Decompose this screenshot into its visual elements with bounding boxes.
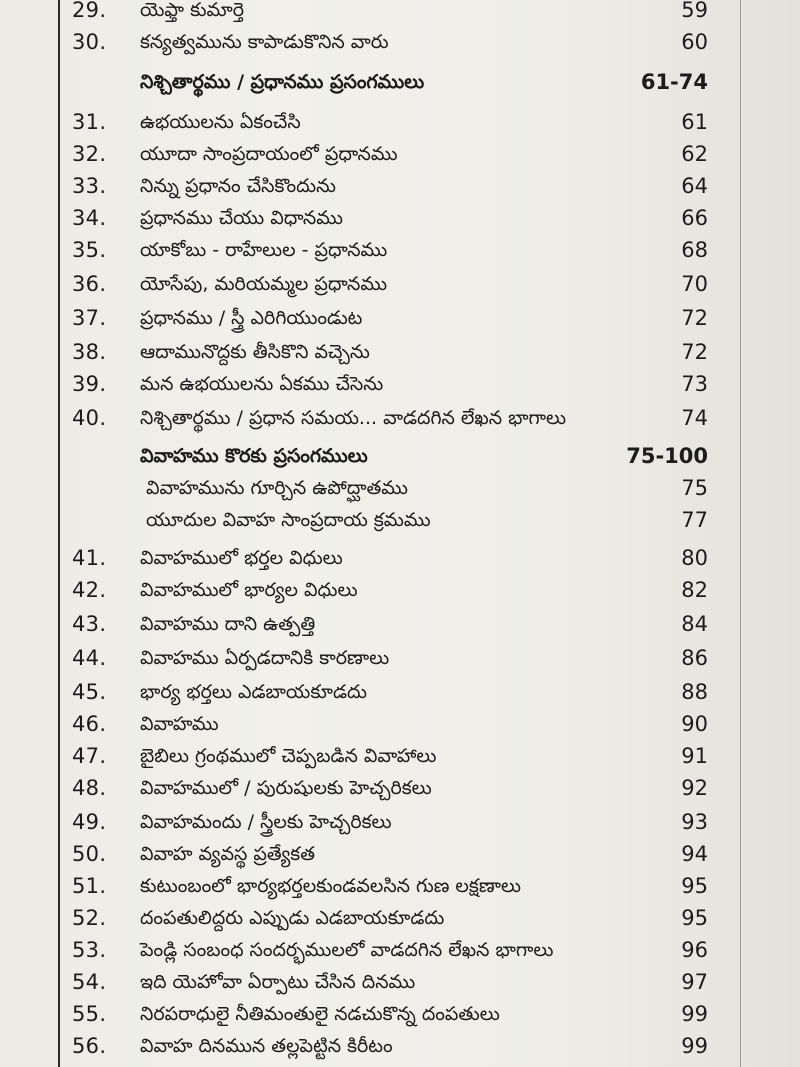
entry-page: 88 [681, 680, 708, 704]
entry-page: 99 [681, 1002, 708, 1026]
entry-page: 64 [681, 174, 708, 198]
toc-entry [0, 138, 800, 170]
section-title: వివాహము కొరకు ప్రసంగములు [140, 445, 368, 467]
entry-title: కుటుంబంలో భార్యభర్తలకుండవలసిన గుణ లక్షణాలు [140, 875, 522, 897]
entry-number: 32. [72, 142, 107, 166]
toc-entry [0, 234, 800, 266]
toc-entry [0, 542, 800, 574]
entry-page: 59 [681, 0, 708, 22]
section-title: నిశ్చితార్థము / ప్రధానము ప్రసంగములు [140, 71, 425, 93]
entry-number: 52. [72, 906, 107, 930]
entry-title: ఉభయులను ఏకంచేసి [140, 111, 301, 133]
section-page-range: 61-74 [640, 70, 708, 94]
entry-title: ఆదామునొద్దకు తీసికొని వచ్చెను [140, 341, 370, 363]
entry-number: 43. [72, 612, 107, 636]
entry-number: 31. [72, 110, 107, 134]
entry-number: 47. [72, 744, 107, 768]
entry-page: 91 [681, 744, 708, 768]
toc-entry [0, 0, 800, 26]
toc-entry [0, 708, 800, 740]
entry-page: 61 [681, 110, 708, 134]
entry-page: 75 [681, 476, 708, 500]
entry-title: బైబిలు గ్రంథములో చెప్పబడిన వివాహాలు [140, 745, 437, 767]
entry-page: 86 [681, 646, 708, 670]
entry-title: వివాహము దాని ఉత్పత్తి [140, 613, 316, 635]
toc-entry [0, 642, 800, 674]
toc-entry [0, 838, 800, 870]
entry-title: వివాహ దినమున తల్లపెట్టిన కిరీటం [140, 1035, 393, 1057]
toc-entry [0, 772, 800, 804]
entry-title: దంపతులిద్దరు ఎప్పుడు ఎడబాయకూడదు [140, 907, 445, 929]
entry-title: నిన్ను ప్రధానం చేసికొందును [140, 175, 336, 197]
toc-entry [0, 998, 800, 1030]
entry-page: 97 [681, 970, 708, 994]
entry-page: 99 [681, 1034, 708, 1058]
entry-page: 72 [681, 306, 708, 330]
entry-title: వివాహములో భార్యల విధులు [140, 579, 358, 601]
entry-title: కన్యత్వమును కాపాడుకొనిన వారు [140, 31, 389, 53]
entry-page: 90 [681, 712, 708, 736]
entry-title: నిరపరాధులై నీతిమంతులై నడచుకొన్న దంపతులు [140, 1003, 500, 1025]
entry-number: 34. [72, 206, 107, 230]
entry-page: 66 [681, 206, 708, 230]
toc-entry [0, 26, 800, 58]
toc-entry [0, 106, 800, 138]
entry-title: యోసేపు, మరియమ్మల ప్రధానము [140, 273, 388, 295]
entry-number: 39. [72, 372, 107, 396]
entry-number: 35. [72, 238, 107, 262]
toc-entry [0, 170, 800, 202]
entry-number: 56. [72, 1034, 107, 1058]
entry-number: 36. [72, 272, 107, 296]
entry-page: 73 [681, 372, 708, 396]
entry-number: 50. [72, 842, 107, 866]
entry-number: 48. [72, 776, 107, 800]
entry-number: 40. [72, 406, 107, 430]
entry-page: 96 [681, 938, 708, 962]
entry-number: 37. [72, 306, 107, 330]
entry-title: వివాహమును గూర్చిన ఉపోద్ఘాతము [146, 477, 408, 499]
toc-entry [0, 676, 800, 708]
toc-entry [0, 870, 800, 902]
entry-number: 29. [72, 0, 107, 22]
entry-number: 45. [72, 680, 107, 704]
entry-page: 77 [681, 508, 708, 532]
entry-number: 41. [72, 546, 107, 570]
entry-number: 38. [72, 340, 107, 364]
toc-entry [0, 202, 800, 234]
toc-entry [0, 608, 800, 640]
entry-title: భార్య భర్తలు ఎడబాయకూడదు [140, 681, 368, 703]
entry-page: 84 [681, 612, 708, 636]
toc-entry [0, 806, 800, 838]
toc-entry [0, 336, 800, 368]
entry-page: 62 [681, 142, 708, 166]
entry-title: వివాహము ఏర్పడదానికి కారణాలు [140, 647, 390, 669]
toc-entry [0, 574, 800, 606]
toc-entry [0, 302, 800, 334]
entry-page: 94 [681, 842, 708, 866]
entry-title: వివాహము [140, 713, 219, 735]
entry-title: నిశ్చితార్థము / ప్రధాన సమయ... వాడదగిన లేఖన భాగాలు [140, 407, 567, 429]
section-header [0, 440, 800, 472]
entry-number: 49. [72, 810, 107, 834]
entry-number: 55. [72, 1002, 107, 1026]
toc-entry [0, 368, 800, 400]
entry-title: ప్రధానము చేయు విధానము [140, 207, 343, 229]
toc-entry [0, 1030, 800, 1062]
toc-entry [0, 966, 800, 998]
entry-page: 74 [681, 406, 708, 430]
toc-entry [0, 902, 800, 934]
entry-number: 51. [72, 874, 107, 898]
toc-entry [0, 402, 800, 434]
entry-title: ఇది యెహోవా ఏర్పాటు చేసిన దినము [140, 971, 416, 993]
entry-number: 42. [72, 578, 107, 602]
entry-title: వివాహమందు / స్త్రీలకు హెచ్చరికలు [140, 811, 392, 833]
section-header [0, 66, 800, 98]
entry-number: 33. [72, 174, 107, 198]
toc-entry [0, 740, 800, 772]
entry-page: 93 [681, 810, 708, 834]
entry-page: 95 [681, 874, 708, 898]
entry-number: 53. [72, 938, 107, 962]
entry-page: 68 [681, 238, 708, 262]
entry-title: వివాహములో భర్తల విధులు [140, 547, 343, 569]
entry-title: పెండ్లి సంబంధ సందర్భములలో వాడదగిన లేఖన భాగాలు [140, 939, 554, 961]
entry-page: 80 [681, 546, 708, 570]
entry-title: యూదుల వివాహ సాంప్రదాయ క్రమము [146, 509, 431, 531]
entry-title: మన ఉభయులను ఏకము చేసెను [140, 373, 384, 395]
toc-entry [0, 934, 800, 966]
entry-page: 60 [681, 30, 708, 54]
entry-number: 44. [72, 646, 107, 670]
entry-number: 30. [72, 30, 107, 54]
entry-title: యెఫ్తా కుమార్తె [140, 0, 245, 21]
entry-title: వివాహ వ్యవస్థ ప్రత్యేకత [140, 843, 315, 865]
entry-number: 46. [72, 712, 107, 736]
toc-entry [0, 504, 800, 536]
section-page-range: 75-100 [626, 444, 708, 468]
entry-page: 92 [681, 776, 708, 800]
entry-page: 82 [681, 578, 708, 602]
entry-title: ప్రధానము / స్త్రీ ఎరిగియుండుట [140, 307, 363, 329]
toc-entry [0, 268, 800, 300]
entry-title: యాకోబు - రాహేలుల - ప్రధానము [140, 239, 388, 261]
toc-entry [0, 472, 800, 504]
entry-number: 54. [72, 970, 107, 994]
entry-page: 72 [681, 340, 708, 364]
entry-title: వివాహములో / పురుషులకు హెచ్చరికలు [140, 777, 432, 799]
entry-page: 70 [681, 272, 708, 296]
entry-page: 95 [681, 906, 708, 930]
entry-title: యూదా సాంప్రదాయంలో ప్రధానము [140, 143, 398, 165]
